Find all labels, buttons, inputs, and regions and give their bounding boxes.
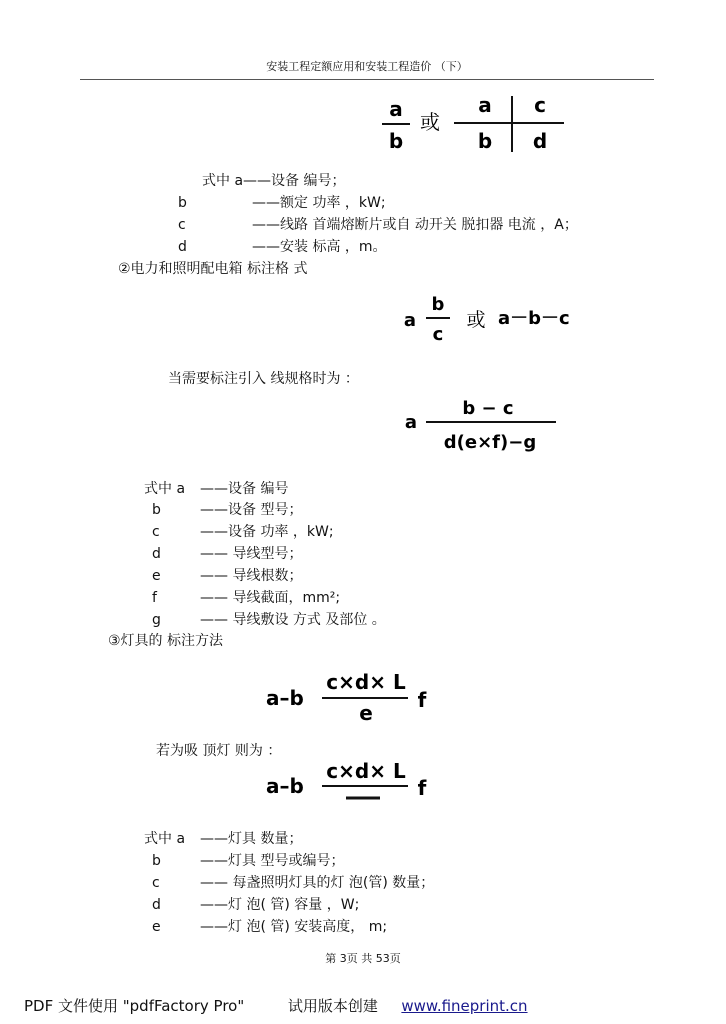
- legend2-val-2: ——设备 功率 ，kW;: [200, 524, 334, 540]
- legend2-key-1: b: [152, 502, 161, 518]
- legend3-val-0: ——灯具 数量；: [200, 831, 303, 847]
- legend1-d-key: d: [178, 239, 187, 255]
- note4: 若为吸 顶灯 则为 ：: [156, 743, 282, 759]
- legend2-val-3: —— 导线型号；: [200, 546, 303, 562]
- formula-lamp-label: [262, 662, 442, 726]
- f3-denominator: d(e×f)−g: [443, 432, 537, 453]
- f1-b2: b: [477, 129, 493, 153]
- legend1-c-val: ——线路 首端熔断片或自 动开关 脱扣器 电流 ，A；: [252, 217, 578, 233]
- f3-numerator: b − c: [462, 398, 514, 419]
- pdf-footer-left: PDF 文件使用 "pdfFactory Pro": [24, 997, 245, 1015]
- legend3-val-2: —— 每盏照明灯具的灯 泡(管) 数量；: [200, 875, 435, 891]
- f1-a2: a: [478, 93, 492, 117]
- header-divider: [80, 79, 654, 80]
- f4-left: a–b: [266, 686, 304, 710]
- f4-numerator: c×d× L: [326, 670, 406, 694]
- pdf-generator-footer: [24, 995, 528, 1016]
- legend2-val-0: ——设备 编号: [200, 481, 289, 497]
- legend2-val-4: —— 导线根数；: [200, 568, 303, 584]
- legend3-key-0: 式中 a: [144, 831, 186, 847]
- legend3-key-1: b: [152, 853, 161, 869]
- header-title: 安装工程定额应用和安装工程造价: [266, 60, 432, 73]
- f2-b: b: [431, 294, 445, 315]
- formula-ceiling-lamp-label: [262, 758, 442, 810]
- pdf-footer-mid: 试用版本创建: [287, 997, 378, 1015]
- legend2-key-2: c: [152, 524, 160, 540]
- legend3-key-3: d: [152, 897, 161, 913]
- legend2-key-6: g: [152, 612, 161, 628]
- note2: 当需要标注引入 线规格时为 ：: [168, 371, 359, 387]
- formula-distribution-box-with-cable: [400, 392, 570, 460]
- f1-a: a: [389, 97, 403, 121]
- legend2-key-0: 式中 a: [144, 481, 186, 497]
- f5-left: a–b: [266, 774, 304, 798]
- f2-a: a: [403, 310, 417, 331]
- legend2-key-5: f: [152, 590, 157, 606]
- legend1-a: 式中 a——设备 编号；: [202, 173, 346, 189]
- f2-or: 或: [466, 309, 486, 331]
- f4-right: f: [417, 688, 427, 712]
- legend3-key-2: c: [152, 875, 160, 891]
- f3-a: a: [404, 412, 418, 433]
- legend3-val-4: ——灯 泡( 管) 安装高度， m;: [200, 919, 388, 935]
- legend2-val-5: —— 导线截面，mm²;: [200, 590, 341, 606]
- legend3-val-1: ——灯具 型号或编号；: [200, 853, 345, 869]
- header-suffix: （下）: [434, 60, 468, 73]
- formula-device-label: [370, 92, 570, 156]
- section2-title: ②电力和照明配电箱 标注格 式: [118, 261, 308, 277]
- legend2-val-1: ——设备 型号；: [200, 502, 303, 518]
- f2-c: c: [432, 324, 444, 345]
- f5-numerator: c×d× L: [326, 759, 406, 783]
- f2-alt: a－b－c: [498, 308, 570, 329]
- legend3-key-4: e: [152, 919, 161, 935]
- f4-denominator: e: [359, 701, 373, 725]
- section3-title: ③灯具的 标注方法: [108, 633, 224, 649]
- page-number: 第 3页 共 53页: [325, 952, 401, 965]
- running-header: [80, 58, 654, 74]
- legend1-c-key: c: [178, 217, 186, 233]
- legend2-val-6: —— 导线敷设 方式 及部位 。: [200, 612, 386, 628]
- f1-b: b: [388, 129, 404, 153]
- f1-c: c: [534, 93, 546, 117]
- f5-right: f: [417, 776, 427, 800]
- legend1-b-val: ——额定 功率 ，kW;: [252, 195, 386, 211]
- legend2-key-3: d: [152, 546, 161, 562]
- legend3-val-3: ——灯 泡( 管) 容量 ，W;: [200, 897, 360, 913]
- formula-distribution-box: [398, 290, 598, 350]
- f1-d: d: [532, 129, 548, 153]
- f1-or: 或: [420, 110, 440, 134]
- legend1-d-val: ——安装 标高 ，m。: [252, 239, 387, 255]
- legend1-b-key: b: [178, 195, 187, 211]
- fineprint-link[interactable]: www.fineprint.cn: [401, 997, 528, 1015]
- legend2-key-4: e: [152, 568, 161, 584]
